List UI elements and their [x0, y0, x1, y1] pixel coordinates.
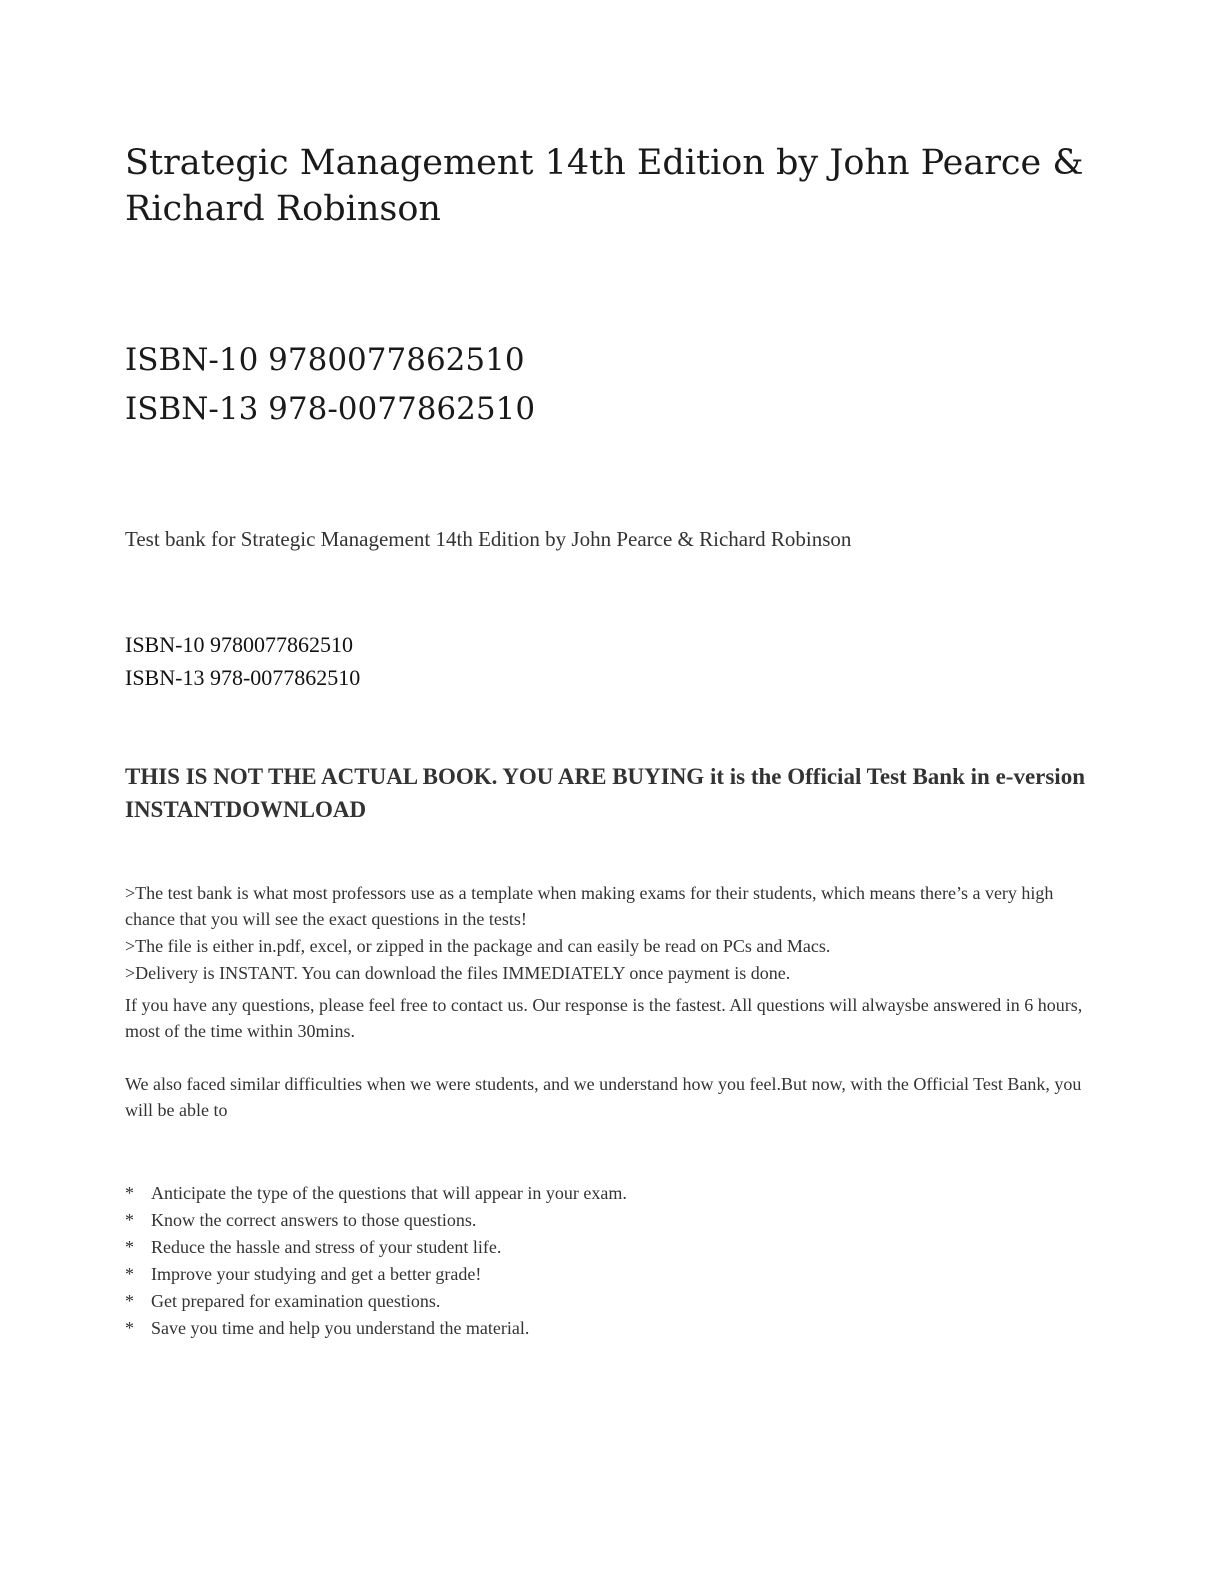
list-item-text: Reduce the hassle and stress of your student life.	[151, 1237, 502, 1257]
paragraph-file-format: >The file is either in.pdf, excel, or zipped in the package and can easily be read on PCs and Macs.	[125, 936, 831, 956]
bullet-marker: *	[125, 1264, 134, 1284]
paragraph-contact: If you have any questions, please feel free to contact us. Our response is the fastest. All questions will alwaysbe answered in 6 hours, most of the time within 30mins.	[125, 995, 1083, 1041]
isbn-heading-block	[125, 336, 535, 434]
list-item	[125, 1288, 627, 1315]
isbn-10-text: ISBN-10 9780077862510	[125, 632, 353, 657]
document-title: Strategic Management 14th Edition by John Pearce & Richard Robinson	[125, 143, 1084, 229]
list-item	[125, 1234, 627, 1261]
isbn-13-heading: ISBN-13 978-0077862510	[125, 391, 536, 427]
list-item	[125, 1261, 627, 1288]
isbn-text-block	[125, 628, 360, 694]
bullet-marker: *	[125, 1237, 134, 1257]
paragraph-delivery: >Delivery is INSTANT. You can download the files IMMEDIATELY once payment is done.	[125, 963, 791, 983]
bullet-marker: *	[125, 1291, 134, 1311]
list-item-text: Anticipate the type of the questions that will appear in your exam.	[151, 1183, 627, 1203]
list-item	[125, 1315, 627, 1342]
bullet-marker: *	[125, 1318, 134, 1338]
benefits-list	[125, 1180, 627, 1342]
list-item-text: Get prepared for examination questions.	[151, 1291, 441, 1311]
notice-heading: THIS IS NOT THE ACTUAL BOOK. YOU ARE BUYING it is the Official Test Bank in e-version INSTANTDOWNLOAD	[125, 764, 1085, 822]
list-item-text: Save you time and help you understand the material.	[151, 1318, 530, 1338]
bullet-marker: *	[125, 1183, 134, 1203]
isbn-10-heading: ISBN-10 9780077862510	[125, 342, 525, 378]
paragraph-test-bank-usage: >The test bank is what most professors use as a template when making exams for their students, which means there’s a very high chance that you will see the exact questions in the tests!	[125, 883, 1054, 929]
list-item-text: Improve your studying and get a better grade!	[151, 1264, 482, 1284]
list-item-text: Know the correct answers to those questions.	[151, 1210, 477, 1230]
isbn-13-text: ISBN-13 978-0077862510	[125, 665, 361, 690]
list-item	[125, 1180, 627, 1207]
bullet-marker: *	[125, 1210, 134, 1230]
document-subtitle: Test bank for Strategic Management 14th Edition by John Pearce & Richard Robinson	[125, 527, 852, 551]
list-item	[125, 1207, 627, 1234]
paragraph-intro-benefits: We also faced similar difficulties when we were students, and we understand how you feel.But now, with the Official Test Bank, you will be able to	[125, 1074, 1082, 1120]
